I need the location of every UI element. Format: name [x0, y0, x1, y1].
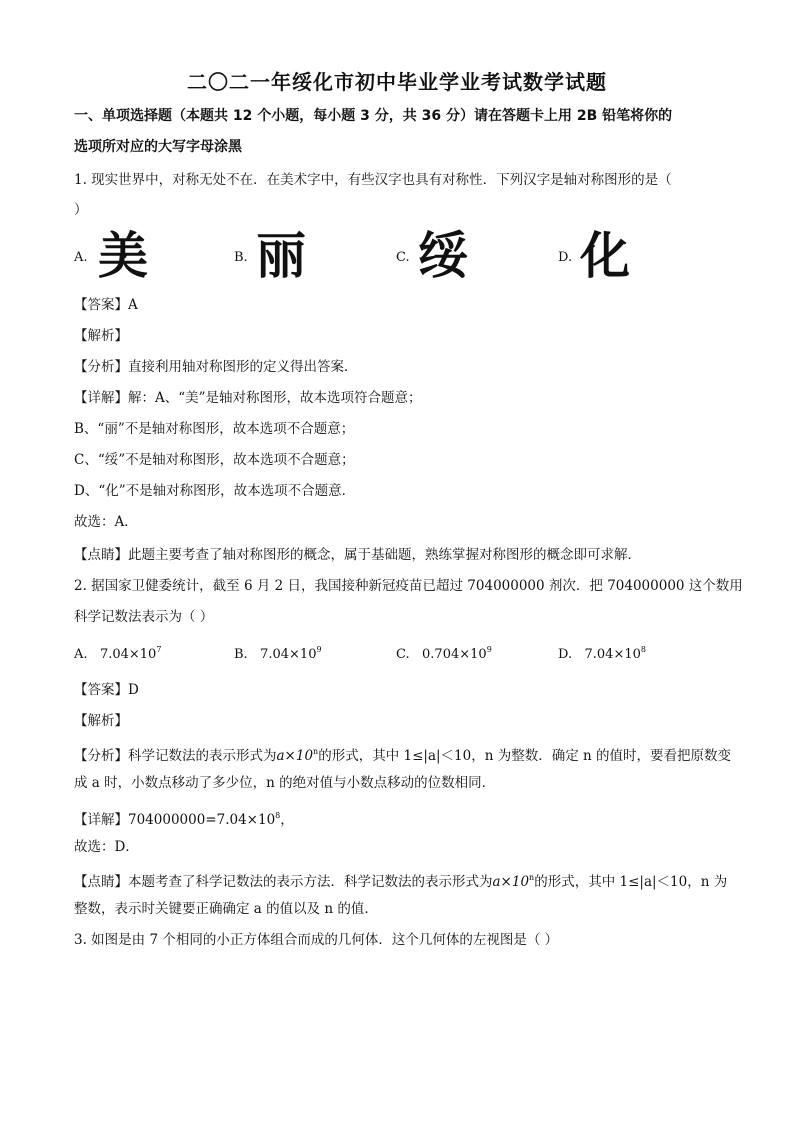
q2-xiangjie-exp: 8	[275, 811, 281, 820]
q1-d-line: D、“化”不是轴对称图形，故本选项不合题意．	[74, 483, 356, 499]
q1-option-d-letter: D.	[558, 250, 573, 265]
q2-fenxi-n: n	[313, 747, 319, 756]
q2-option-b-letter: B.	[234, 647, 248, 662]
q1-option-a-letter: A.	[74, 250, 88, 265]
q2-option-d-letter: D.	[558, 647, 573, 662]
q2-option-a	[74, 645, 161, 662]
q2-choose: 故选：D．	[74, 839, 139, 855]
q2-fenxi-form: a×10	[276, 748, 314, 764]
section-header-line-2: 选项所对应的大写字母涂黑	[74, 139, 242, 155]
q2-option-d-base: 7.04×10	[584, 647, 641, 662]
q1-option-c-glyph: 绥	[418, 227, 468, 285]
q2-option-b	[234, 645, 322, 662]
q1-option-c-letter: C.	[396, 250, 410, 265]
q2-xiangjie	[74, 806, 734, 830]
q2-dianjing-line-1	[74, 868, 734, 892]
q2-option-d-exp: 8	[640, 645, 646, 654]
q1-option-d-glyph: 化	[580, 227, 630, 285]
q2-xiangjie-tail: ，	[280, 812, 294, 828]
q2-fenxi-tail: 的形式，其中 1≤|a|＜10，n 为整数．确定 n 的值时，要看把原数变	[318, 748, 731, 764]
q2-option-b-exp: 9	[316, 645, 322, 654]
q1-option-a-glyph: 美	[98, 227, 148, 285]
q1-jiexi: 【解析】	[74, 328, 128, 344]
page-title: 二〇二一年绥化市初中毕业学业考试数学试题	[187, 70, 607, 94]
q1-stem-line-2: ）	[74, 202, 88, 218]
q2-option-c-exp: 9	[486, 645, 492, 654]
q2-fenxi-line-1	[74, 742, 734, 766]
q1-xiangjie: 【详解】解：A、“美”是轴对称图形，故本选项符合题意；	[74, 390, 422, 406]
q2-fenxi-lead: 【分析】科学记数法的表示形式为	[74, 748, 277, 764]
q2-option-c	[396, 645, 492, 662]
q2-option-c-letter: C.	[396, 647, 410, 662]
q1-fenxi: 【分析】直接利用轴对称图形的定义得出答案．	[74, 359, 358, 375]
q2-option-c-base: 0.704×10	[422, 647, 487, 662]
q1-option-b-letter: B.	[234, 250, 248, 265]
section-header-line-1: 一、单项选择题（本题共 12 个小题，每小题 3 分，共 36 分）请在答题卡上用 2B 铅笔将你的	[74, 108, 673, 124]
q1-choose: 故选：A．	[74, 514, 138, 530]
q1-b-line: B、“丽”不是轴对称图形，故本选项不合题意；	[74, 421, 355, 437]
q2-fenxi-line-2: 成 a 时，小数点移动了多少位，n 的绝对值与小数点移动的位数相同．	[74, 775, 496, 791]
q2-dianjing-line-2: 整数，表示时关键要正确确定 a 的值以及 n 的值．	[74, 901, 378, 917]
q3-stem: 3. 如图是由 7 个相同的小正方体组合而成的几何体．这个几何体的左视图是（ ）	[74, 932, 559, 948]
q1-option-b-glyph: 丽	[256, 227, 306, 285]
q2-stem-line-1: 2. 据国家卫健委统计，截至 6 月 2 日，我国接种新冠疫苗已超过 704000000 剂次．把 704000000 这个数用	[74, 578, 743, 594]
q2-option-a-letter: A.	[74, 647, 88, 662]
q1-answer: 【答案】A	[74, 297, 138, 313]
q2-option-a-base: 7.04×10	[99, 647, 157, 662]
q2-answer: 【答案】D	[74, 682, 139, 698]
q1-stem-line-1: 1. 现实世界中，对称无处不在．在美术字中，有些汉字也具有对称性．下列汉字是轴对称图形的是（	[74, 172, 672, 188]
q2-dianjing-form: a×10	[492, 874, 530, 890]
q2-dianjing-n: n	[529, 873, 535, 882]
q1-c-line: C、“绥”不是轴对称图形，故本选项不合题意；	[74, 452, 355, 468]
q2-xiangjie-lead: 【详解】704000000=7.04×10	[74, 812, 276, 828]
q2-option-b-base: 7.04×10	[260, 647, 317, 662]
q2-option-d	[558, 645, 646, 662]
q2-dianjing-tail: 的形式，其中 1≤|a|＜10，n 为	[534, 874, 728, 890]
q2-option-a-exp: 7	[156, 645, 162, 654]
q2-jiexi: 【解析】	[74, 713, 128, 729]
q1-dianjing: 【点睛】此题主要考查了轴对称图形的概念，属于基础题，熟练掌握对称图形的概念即可求解．	[74, 547, 641, 563]
q2-stem-line-2: 科学记数法表示为（ ）	[74, 609, 214, 625]
q2-dianjing-lead: 【点睛】本题考查了科学记数法的表示方法．科学记数法的表示形式为	[74, 874, 493, 890]
